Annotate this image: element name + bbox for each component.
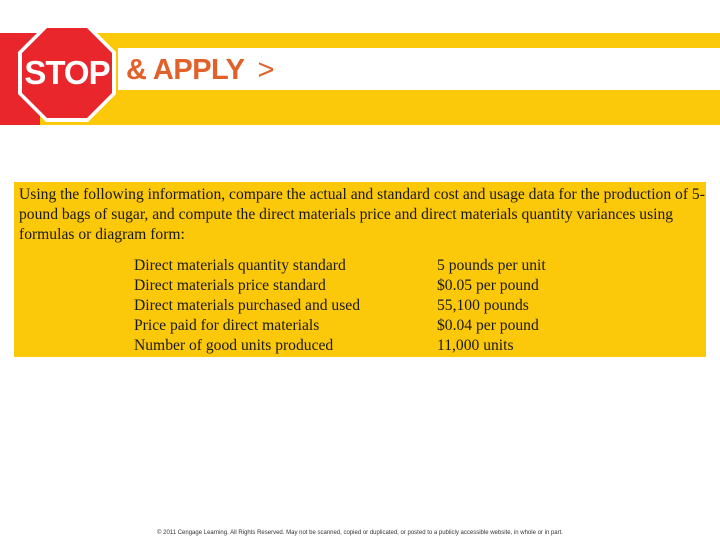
row-label: Number of good units produced <box>134 337 334 354</box>
stop-label: STOP <box>24 54 110 91</box>
data-table <box>134 256 614 356</box>
chevron-right-icon: > <box>257 54 274 86</box>
table-row <box>134 316 614 336</box>
row-value: 11,000 units <box>437 337 514 354</box>
row-value: $0.04 per pound <box>437 317 539 334</box>
table-row <box>134 256 614 276</box>
table-row <box>134 336 614 356</box>
row-value: 55,100 pounds <box>437 297 529 314</box>
row-label: Direct materials price standard <box>134 277 326 294</box>
apply-label: & APPLY <box>126 54 244 86</box>
apply-title <box>126 54 274 87</box>
row-value: $0.05 per pound <box>437 277 539 294</box>
row-value: 5 pounds per unit <box>437 257 546 274</box>
row-label: Direct materials purchased and used <box>134 297 361 314</box>
table-row <box>134 296 614 316</box>
row-label: Direct materials quantity standard <box>134 257 346 274</box>
copyright-footer: © 2011 Cengage Learning. All Rights Reserved. May not be scanned, copied or duplicated, or posted to a publicly accessible website, in whole or in part. <box>157 530 563 536</box>
table-row <box>134 276 614 296</box>
problem-question: Using the following information, compare the actual and standard cost and usage data for the production of 5-pound bags of sugar, and compute the direct materials price and direct materials quantity variances using formulas or diagram form: <box>19 186 705 243</box>
row-label: Price paid for direct materials <box>134 317 320 334</box>
